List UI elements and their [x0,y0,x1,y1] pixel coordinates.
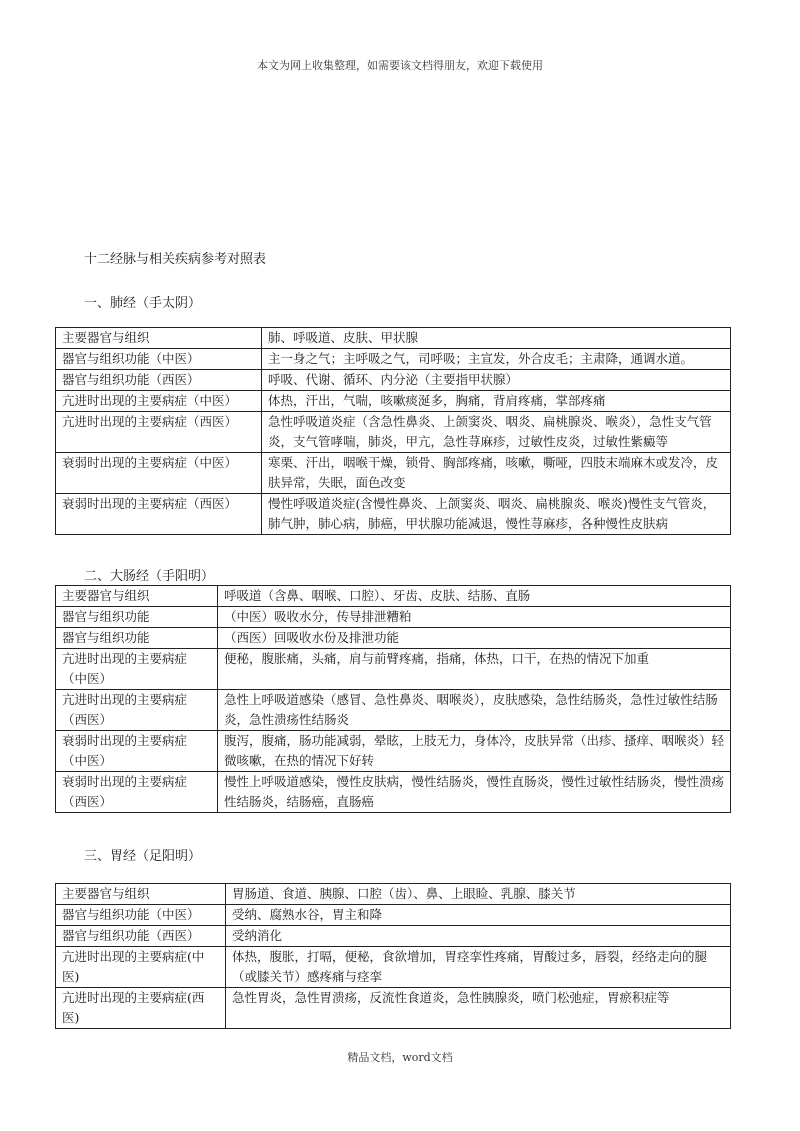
footer-note: 精品文档，word文档 [347,1051,453,1064]
table-row [56,884,731,905]
row-label: 衰弱时出现的主要病症（西医） [56,772,218,813]
large-intestine-meridian-table [55,585,731,813]
document-title: 十二经脉与相关疾病参考对照表 [84,252,267,267]
row-value: 体热，汗出，气喘，咳嗽痰涎多，胸痛，背肩疼痛，掌部疼痛 [262,391,731,412]
row-label: 主要器官与组织 [56,586,218,607]
row-value: 受纳消化 [226,926,731,947]
row-value: 呼吸、代谢、循环、内分泌（主要指甲状腺） [262,370,731,391]
table-row [56,947,731,988]
row-value: 胃肠道、食道、胰腺、口腔（齿）、鼻、上眼睑、乳腺、膝关节 [226,884,731,905]
row-value: 主一身之气；主呼吸之气，司呼吸；主宣发，外合皮毛；主肃降，通调水道。 [262,349,731,370]
table-row [56,628,731,649]
table-row [56,494,731,535]
row-value: 体热，腹胀，打嗝，便秘，食欲增加，胃痉挛性疼痛，胃酸过多，唇裂，经络走向的腿（或膝关节）感疼痛与痉挛 [226,947,731,988]
table-row [56,649,731,690]
table-row [56,988,731,1029]
table-row [56,586,731,607]
row-value: （西医）回吸收水份及排泄功能 [218,628,731,649]
table-row [56,690,731,731]
table-row [56,926,731,947]
stomach-meridian-table [55,883,731,1029]
table-row [56,370,731,391]
row-label: 器官与组织功能（西医） [56,370,262,391]
row-label: 器官与组织功能 [56,628,218,649]
table-row [56,905,731,926]
row-label: 器官与组织功能 [56,607,218,628]
row-value: 慢性上呼吸道感染，慢性皮肤病，慢性结肠炎，慢性直肠炎，慢性过敏性结肠炎，慢性溃疡性结肠炎，结肠癌，直肠癌 [218,772,731,813]
row-label: 器官与组织功能（西医） [56,926,226,947]
table-row [56,607,731,628]
row-value: （中医）吸收水分，传导排泄糟粕 [218,607,731,628]
lung-meridian-table [55,327,731,535]
row-label: 亢进时出现的主要病症（西医） [56,412,262,453]
header-note: 本文为网上收集整理，如需要该文档得朋友，欢迎下载使用 [257,59,543,72]
row-value: 寒栗、汗出，咽喉干燥，锁骨、胸部疼痛，咳嗽，嘶哑，四肢末端麻木或发冷，皮肤异常，失眠，面色改变 [262,453,731,494]
table-row [56,328,731,349]
row-label: 衰弱时出现的主要病症（西医） [56,494,262,535]
row-value: 呼吸道（含鼻、咽喉、口腔）、牙齿、皮肤、结肠、直肠 [218,586,731,607]
table-row [56,453,731,494]
section-heading-stomach: 三、胃经（足阳明） [84,849,202,864]
table-row [56,391,731,412]
row-value: 便秘，腹胀痛，头痛，肩与前臂疼痛，指痛，体热，口干，在热的情况下加重 [218,649,731,690]
row-value: 急性呼吸道炎症（含急性鼻炎、上颌窦炎、咽炎、扁桃腺炎、喉炎），急性支气管炎，支气管哮喘，肺炎，甲亢，急性荨麻疹，过敏性皮炎，过敏性紫癜等 [262,412,731,453]
row-label: 衰弱时出现的主要病症（中医） [56,731,218,772]
row-value: 急性胃炎，急性胃溃疡，反流性食道炎，急性胰腺炎，喷门松弛症，胃瘀积症等 [226,988,731,1029]
row-label: 亢进时出现的主要病症(中医) [56,947,226,988]
table-row [56,349,731,370]
row-label: 亢进时出现的主要病症(西医) [56,988,226,1029]
row-value: 慢性呼吸道炎症(含慢性鼻炎、上颌窦炎、咽炎、扁桃腺炎、喉炎)慢性支气管炎，肺气肿，肺心病，肺癌，甲状腺功能减退，慢性荨麻疹，各种慢性皮肤病 [262,494,731,535]
row-value: 腹泻，腹痛，肠功能减弱，晕眩，上肢无力，身体冷，皮肤异常（出疹、搔痒、咽喉炎）轻微咳嗽，在热的情况下好转 [218,731,731,772]
section-heading-large-intestine: 二、大肠经（手阳明） [84,569,215,584]
table-row [56,772,731,813]
table-row [56,412,731,453]
section-heading-lung: 一、肺经（手太阴） [84,296,202,311]
row-label: 亢进时出现的主要病症（西医） [56,690,218,731]
row-label: 亢进时出现的主要病症（中医） [56,391,262,412]
table-row [56,731,731,772]
row-value: 肺、呼吸道、皮肤、甲状腺 [262,328,731,349]
row-label: 衰弱时出现的主要病症（中医） [56,453,262,494]
row-label: 亢进时出现的主要病症（中医） [56,649,218,690]
row-value: 受纳、腐熟水谷，胃主和降 [226,905,731,926]
row-label: 主要器官与组织 [56,884,226,905]
row-label: 器官与组织功能（中医） [56,349,262,370]
row-label: 主要器官与组织 [56,328,262,349]
row-label: 器官与组织功能（中医） [56,905,226,926]
row-value: 急性上呼吸道感染（感冒、急性鼻炎、咽喉炎），皮肤感染，急性结肠炎，急性过敏性结肠炎，急性溃疡性结肠炎 [218,690,731,731]
